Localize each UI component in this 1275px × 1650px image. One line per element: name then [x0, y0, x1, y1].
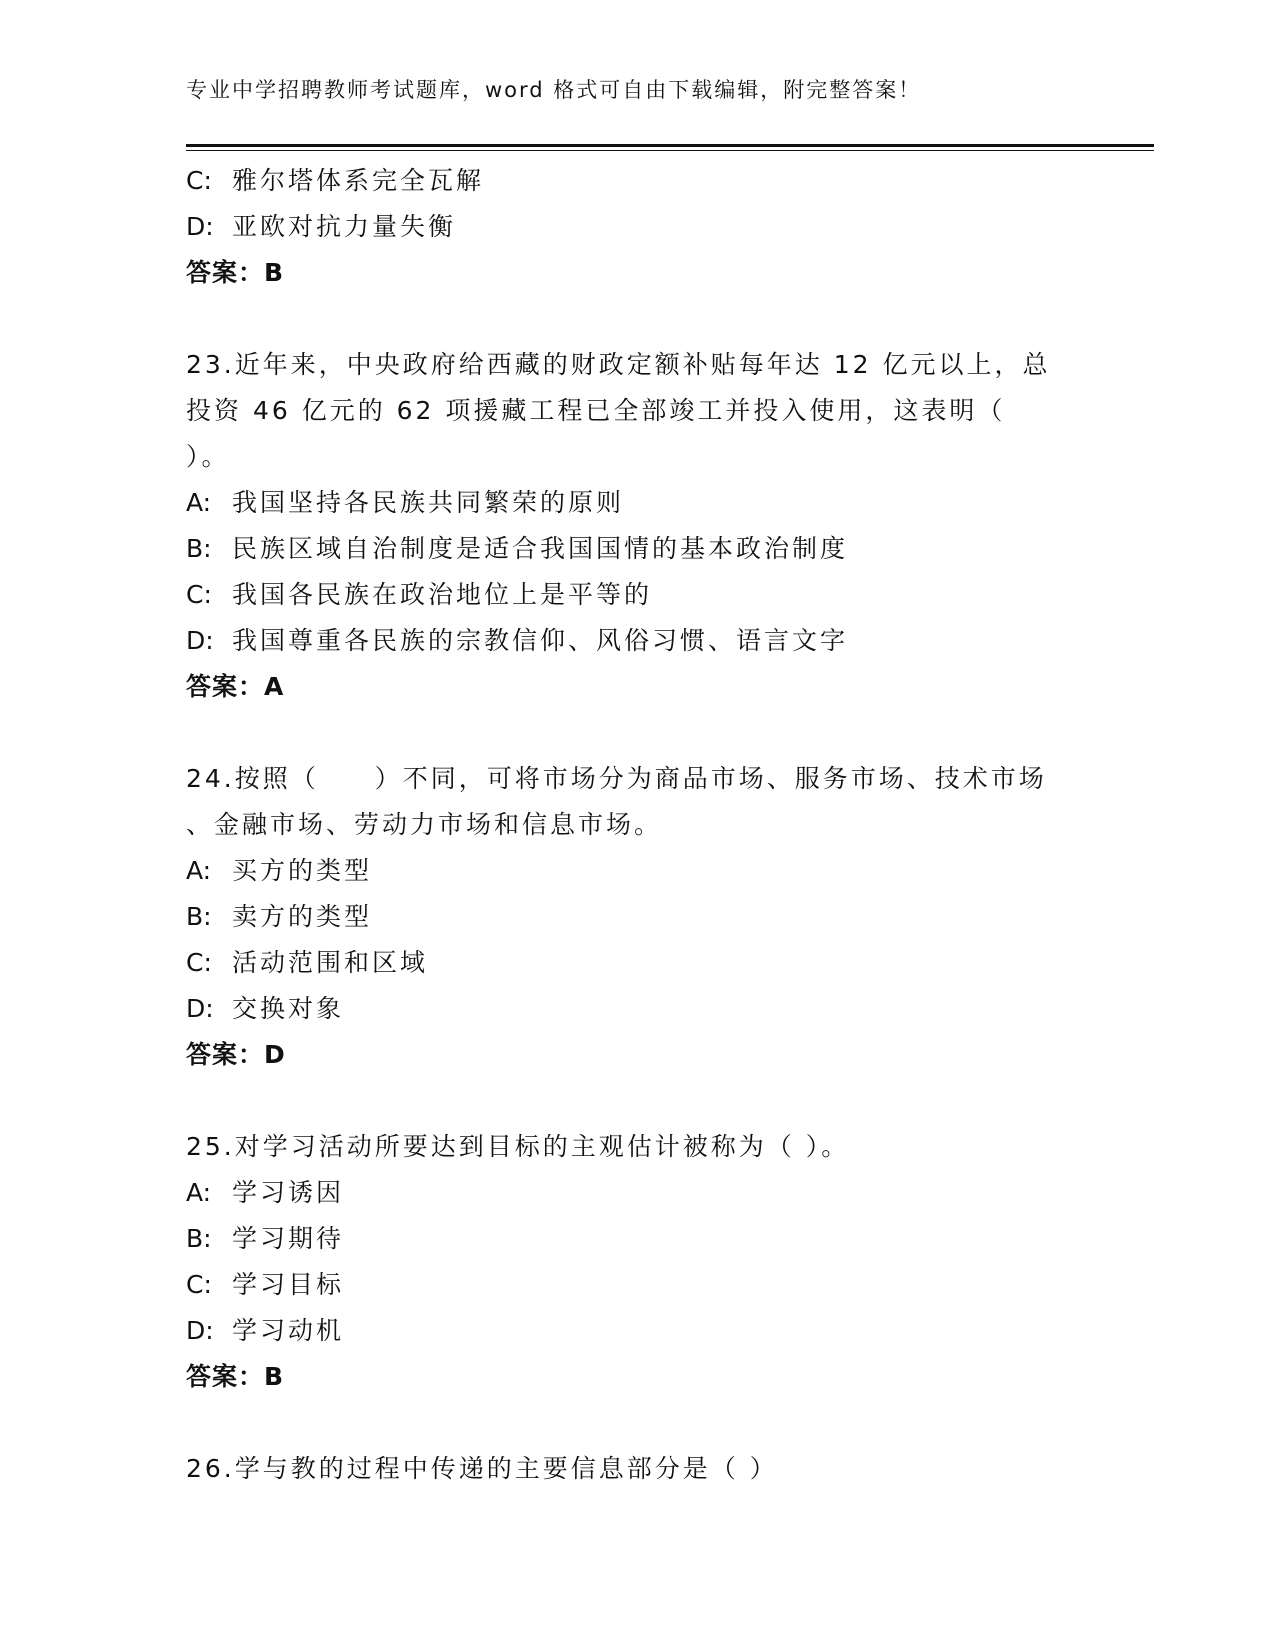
option-label: A: — [186, 488, 212, 517]
option-b — [186, 526, 1086, 572]
option-label: D: — [186, 212, 214, 241]
answer-line: 答案：A — [186, 672, 285, 701]
question-stem: 25.对学习活动所要达到目标的主观估计被称为（ ）。 — [186, 1132, 850, 1161]
option-label: D: — [186, 1316, 214, 1345]
option-label: C: — [186, 580, 212, 609]
option-label: C: — [186, 1270, 212, 1299]
option-label: D: — [186, 994, 214, 1023]
option-a — [186, 480, 1086, 526]
option-text: 活动范围和区域 — [232, 948, 429, 977]
option-c — [186, 1262, 1086, 1308]
option-d — [186, 618, 1086, 664]
option-d — [186, 986, 1086, 1032]
option-label: C: — [186, 166, 212, 195]
spacer — [186, 1400, 1086, 1446]
option-text: 学习期待 — [232, 1224, 345, 1253]
option-label: A: — [186, 856, 212, 885]
option-text: 学习目标 — [232, 1270, 345, 1299]
option-c — [186, 158, 1086, 204]
spacer — [186, 296, 1086, 342]
option-text: 我国坚持各民族共同繁荣的原则 — [232, 488, 625, 517]
question-stem: 投资 46 亿元的 62 项援藏工程已全部竣工并投入使用，这表明（ — [186, 396, 1006, 425]
option-label: C: — [186, 948, 212, 977]
option-a — [186, 1170, 1086, 1216]
option-label: B: — [186, 902, 212, 931]
question-content — [186, 158, 1086, 1492]
option-b — [186, 894, 1086, 940]
option-text: 学习诱因 — [232, 1178, 345, 1207]
option-text: 亚欧对抗力量失衡 — [232, 212, 457, 241]
question-stem: 、金融市场、劳动力市场和信息市场。 — [186, 810, 663, 839]
option-label: B: — [186, 1224, 212, 1253]
header-rule-thick — [186, 144, 1154, 147]
option-b — [186, 1216, 1086, 1262]
question-stem: 24.按照（ ）不同，可将市场分为商品市场、服务市场、技术市场 — [186, 764, 1047, 793]
header-rule-thin — [186, 150, 1154, 151]
option-text: 民族区域自治制度是适合我国国情的基本政治制度 — [232, 534, 849, 563]
option-d — [186, 204, 1086, 250]
spacer — [186, 710, 1086, 756]
option-label: D: — [186, 626, 214, 655]
answer-line: 答案：D — [186, 1040, 286, 1069]
option-label: A: — [186, 1178, 212, 1207]
answer-line: 答案：B — [186, 258, 285, 287]
option-text: 卖方的类型 — [232, 902, 373, 931]
option-text: 交换对象 — [232, 994, 345, 1023]
question-stem: ）。 — [186, 442, 230, 471]
option-c — [186, 940, 1086, 986]
option-text: 我国各民族在政治地位上是平等的 — [232, 580, 653, 609]
answer-line: 答案：B — [186, 1362, 285, 1391]
option-d — [186, 1308, 1086, 1354]
option-text: 买方的类型 — [232, 856, 373, 885]
option-text: 我国尊重各民族的宗教信仰、风俗习惯、语言文字 — [232, 626, 849, 655]
option-c — [186, 572, 1086, 618]
page-header: 专业中学招聘教师考试题库，word 格式可自由下载编辑，附完整答案！ — [186, 78, 922, 102]
question-stem: 26.学与教的过程中传递的主要信息部分是（ ） — [186, 1454, 778, 1483]
spacer — [186, 1078, 1086, 1124]
option-a — [186, 848, 1086, 894]
option-text: 雅尔塔体系完全瓦解 — [232, 166, 485, 195]
option-label: B: — [186, 534, 212, 563]
option-text: 学习动机 — [232, 1316, 345, 1345]
question-stem: 23.近年来，中央政府给西藏的财政定额补贴每年达 12 亿元以上，总 — [186, 350, 1051, 379]
